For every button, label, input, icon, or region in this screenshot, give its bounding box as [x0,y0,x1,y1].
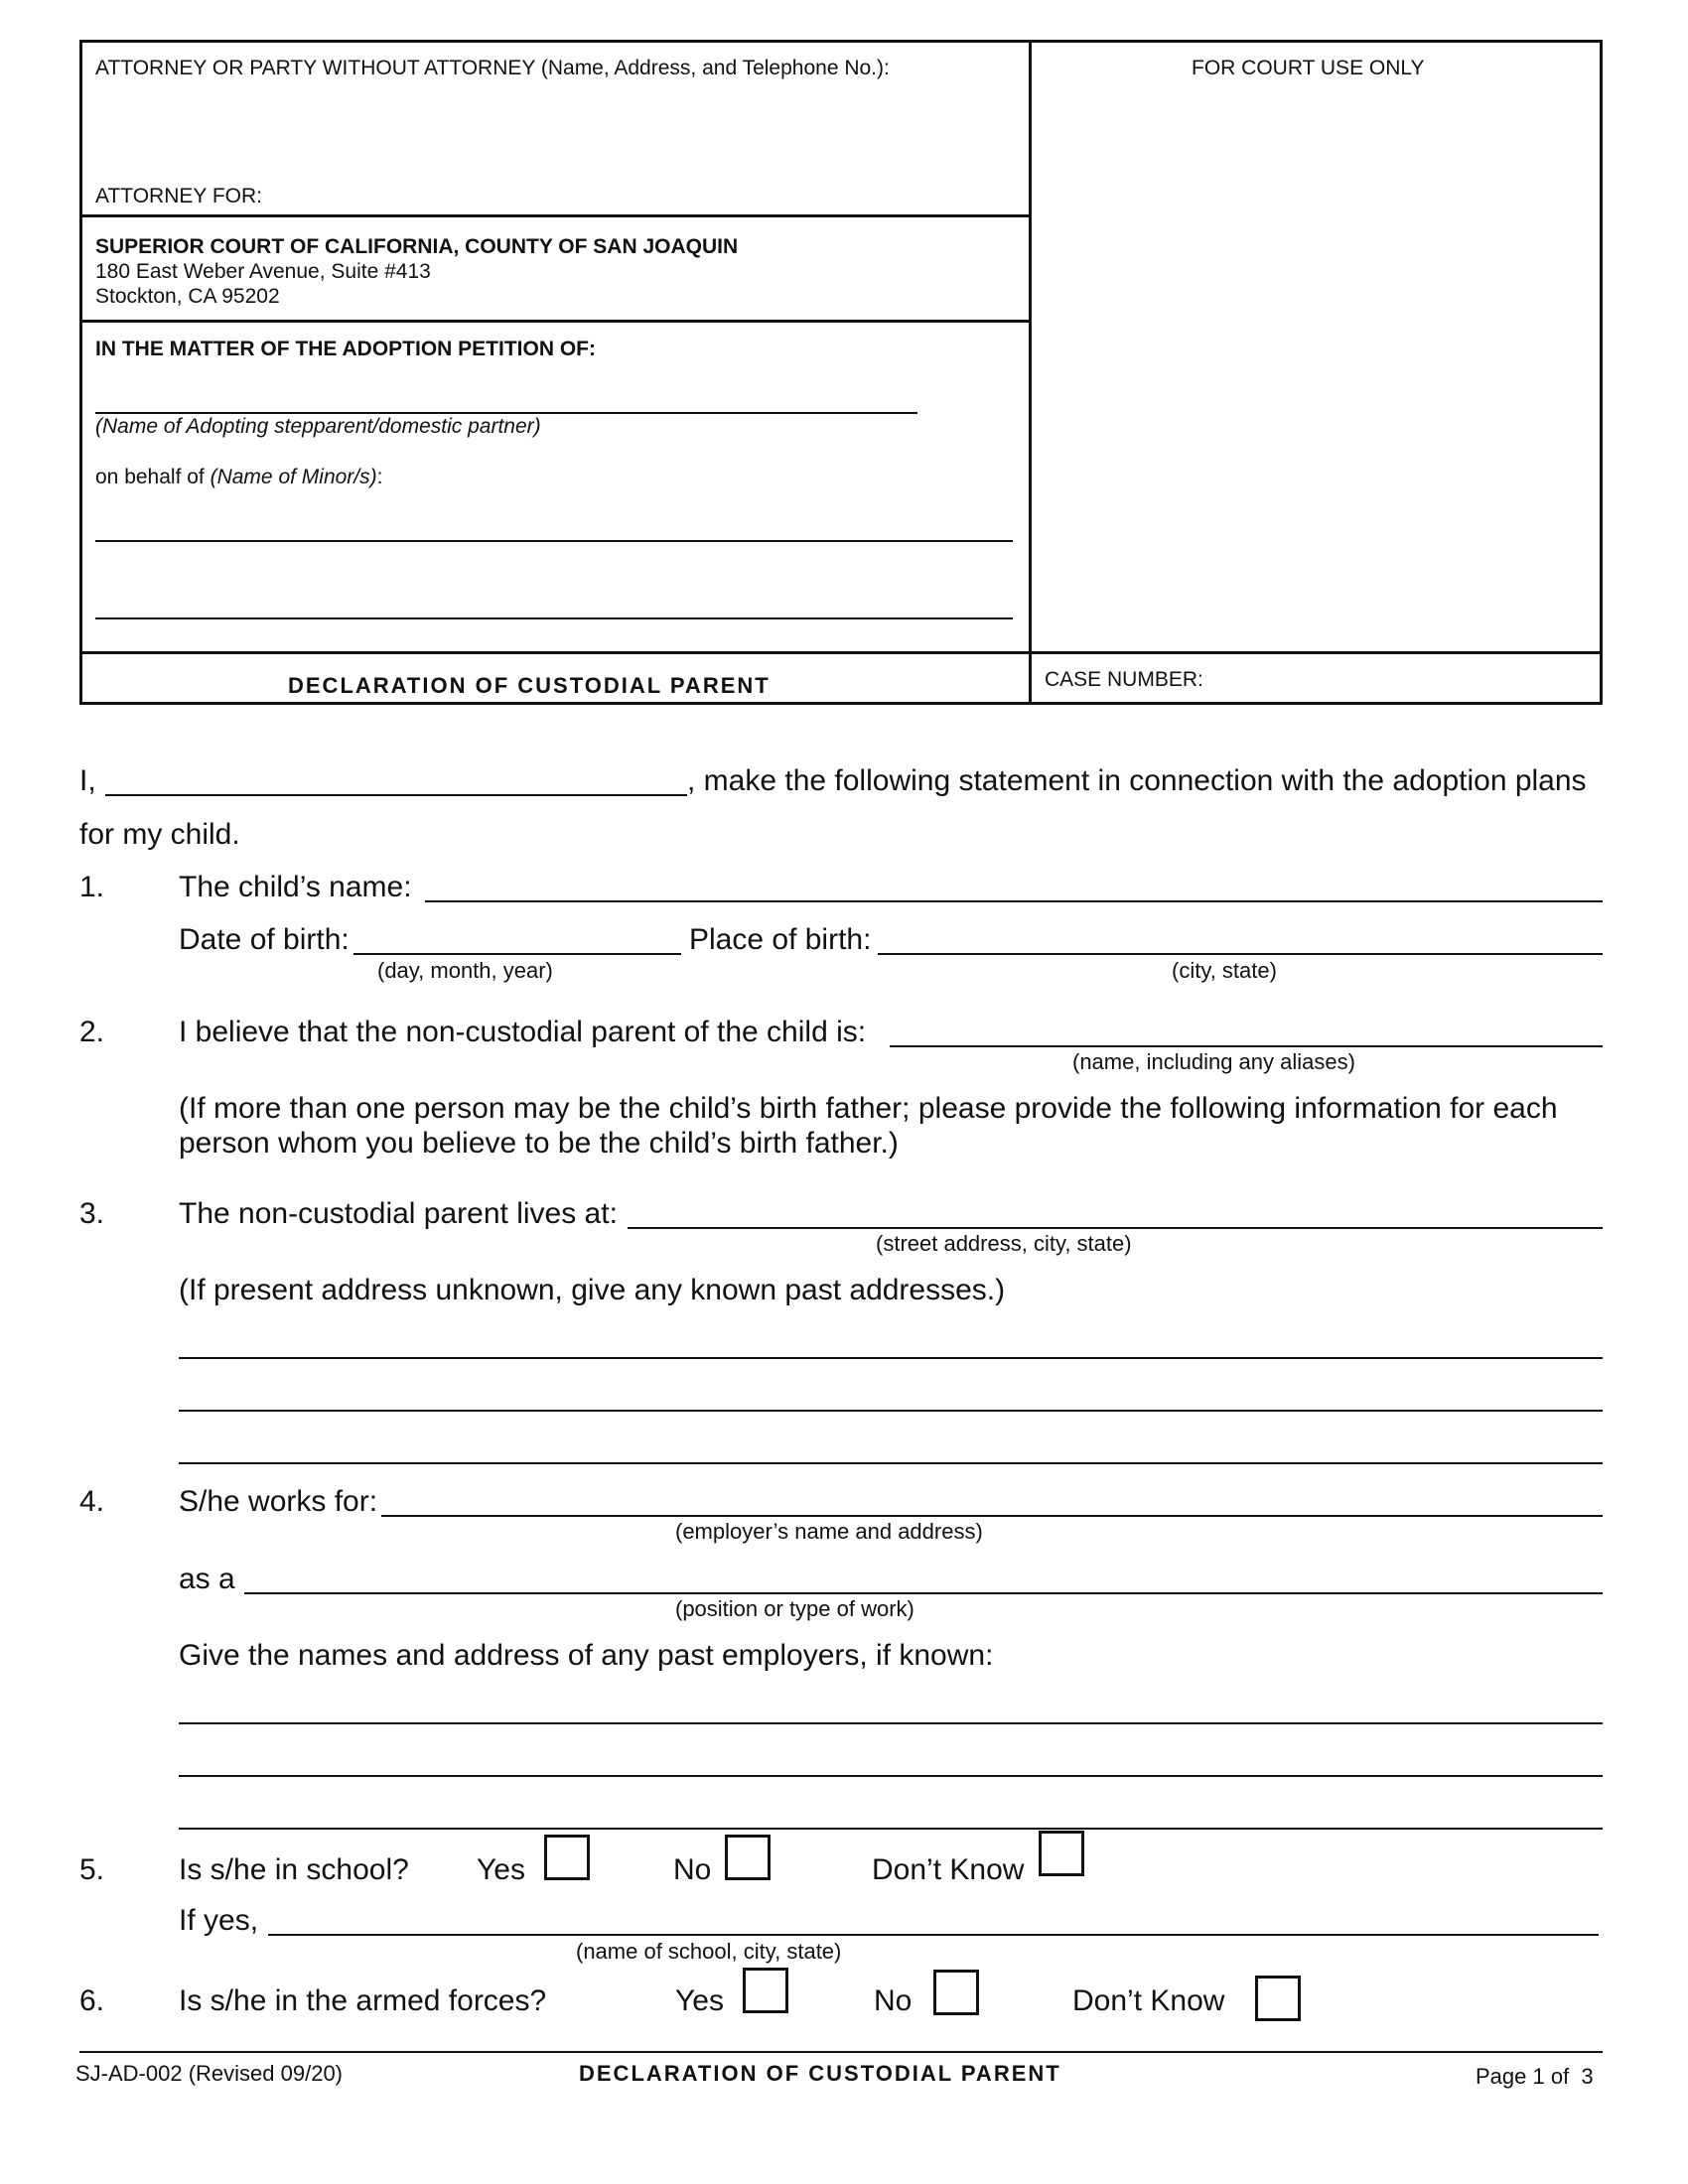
parent-address-label: The non-custodial parent lives at: [179,1197,618,1230]
court-name: SUPERIOR COURT OF CALIFORNIA, COUNTY OF SAN JOAQUIN [95,235,739,258]
minor-name-line-1[interactable] [95,540,1013,542]
school-no-checkbox[interactable] [725,1835,771,1880]
school-dont-know-label: Don’t Know [872,1853,1025,1886]
dob-hint: (day, month, year) [377,958,553,983]
footer-title: DECLARATION OF CUSTODIAL PARENT [579,2061,1061,2086]
employer-hint: (employer’s name and address) [675,1519,983,1544]
birth-father-note-1: (If more than one person may be the child’s birth father; please provide the following information for each [179,1092,1558,1125]
item-6-number: 6. [79,1984,105,2017]
on-behalf-label [95,466,382,489]
attorney-label: ATTORNEY OR PARTY WITHOUT ATTORNEY (Name, Address, and Telephone No.): [95,57,890,79]
position-hint: (position or type of work) [675,1596,914,1621]
non-custodial-parent-line[interactable] [890,1045,1603,1047]
school-name-line[interactable] [268,1934,1599,1936]
attorney-for-label: ATTORNEY FOR: [95,185,263,207]
child-name-label: The child’s name: [179,871,412,903]
footer-page-number: Page 1 of 3 [1476,2064,1594,2089]
armed-dont-know-label: Don’t Know [1072,1984,1225,2017]
court-address-1: 180 East Weber Avenue, Suite #413 [95,260,431,283]
child-name-line[interactable] [425,900,1603,902]
intro-prefix: I, [79,764,96,797]
armed-dont-know-checkbox[interactable] [1255,1976,1301,2021]
past-address-line-1[interactable] [179,1357,1603,1359]
school-question: Is s/he in school? [179,1853,409,1886]
pob-hint: (city, state) [1172,958,1277,983]
court-address-2: Stockton, CA 95202 [95,285,280,308]
item-2-number: 2. [79,1016,105,1048]
stepparent-name-line[interactable] [95,412,917,414]
dob-label: Date of birth: [179,923,350,956]
declarant-name-line[interactable] [105,794,687,796]
case-number-label: CASE NUMBER: [1045,668,1203,691]
caption-form-title: DECLARATION OF CUSTODIAL PARENT [288,673,771,698]
if-yes-label: If yes, [179,1904,259,1937]
caption-box [79,40,1603,705]
armed-yes-checkbox[interactable] [743,1968,788,2013]
non-custodial-parent-label: I believe that the non-custodial parent of the child is: [179,1016,867,1048]
past-address-line-2[interactable] [179,1410,1603,1412]
non-custodial-parent-hint: (name, including any aliases) [1072,1049,1355,1074]
position-line[interactable] [244,1592,1603,1594]
footer-rule [79,2051,1603,2053]
intro-suffix: , make the following statement in connection with the adoption plans [687,764,1587,797]
armed-yes-label: Yes [675,1984,724,2017]
parent-address-hint: (street address, city, state) [876,1231,1132,1256]
dob-line[interactable] [353,953,681,955]
school-dont-know-checkbox[interactable] [1039,1831,1084,1876]
armed-no-checkbox[interactable] [933,1970,979,2015]
pob-label: Place of birth: [689,923,872,956]
armed-forces-question: Is s/he in the armed forces? [179,1984,547,2017]
item-3-number: 3. [79,1197,105,1230]
court-use-label: FOR COURT USE ONLY [1192,57,1425,79]
on-behalf-hint: (Name of Minor/s) [210,466,377,488]
stepparent-hint: (Name of Adopting stepparent/domestic partner) [95,415,541,438]
caption-rule-attorney [79,214,1030,217]
past-address-line-3[interactable] [179,1462,1603,1464]
caption-rule-title [79,651,1603,654]
item-4-number: 4. [79,1485,105,1518]
past-employers-line-2[interactable] [179,1775,1603,1777]
school-no-label: No [673,1853,712,1886]
employer-line[interactable] [381,1515,1603,1517]
minor-name-line-2[interactable] [95,617,1013,619]
position-label: as a [179,1563,235,1595]
employer-label: S/he works for: [179,1485,378,1518]
birth-father-note-2: person whom you believe to be the child’s birth father.) [179,1127,899,1160]
intro-line-2: for my child. [79,818,240,851]
caption-rule-court [79,320,1030,323]
school-yes-label: Yes [477,1853,525,1886]
on-behalf-prefix: on behalf of [95,466,211,488]
on-behalf-suffix: : [376,466,383,488]
item-5-number: 5. [79,1853,105,1886]
matter-label: IN THE MATTER OF THE ADOPTION PETITION OF: [95,338,596,360]
past-employers-label: Give the names and address of any past employers, if known: [179,1639,994,1672]
parent-address-line[interactable] [628,1227,1603,1229]
item-1-number: 1. [79,871,105,903]
armed-no-label: No [874,1984,913,2017]
school-name-hint: (name of school, city, state) [576,1939,842,1964]
past-employers-line-1[interactable] [179,1722,1603,1724]
pob-line[interactable] [878,953,1603,955]
school-yes-checkbox[interactable] [544,1835,590,1880]
past-address-note: (If present address unknown, give any known past addresses.) [179,1274,1006,1306]
footer-form-id: SJ-AD-002 (Revised 09/20) [75,2061,344,2086]
caption-divider [1029,40,1032,705]
past-employers-line-3[interactable] [179,1828,1603,1830]
